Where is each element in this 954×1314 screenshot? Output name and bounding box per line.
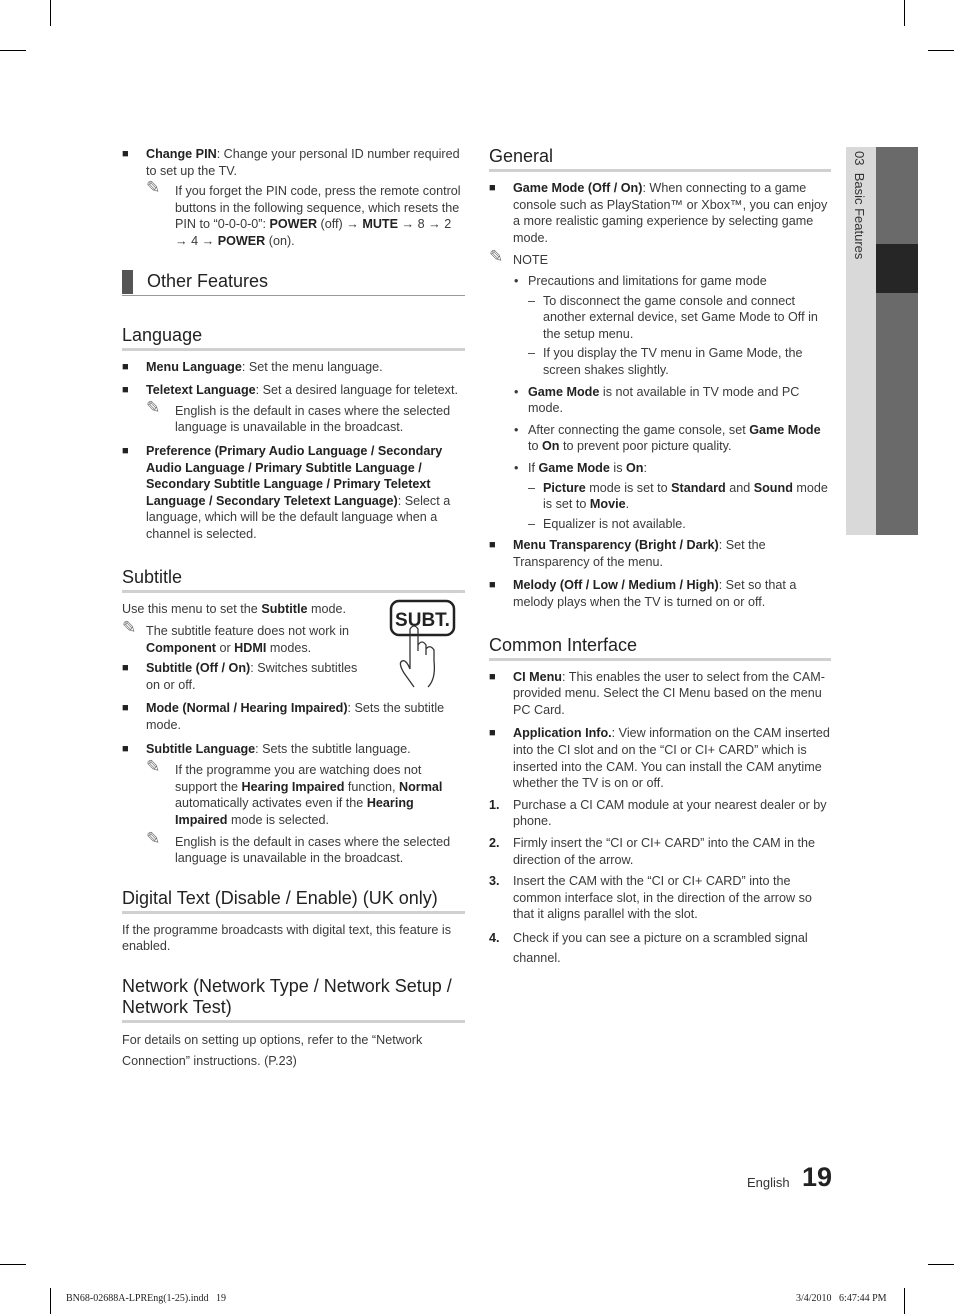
note: ✎ If the programme you are watching does not support the Hearing Impaired function, Normal automatically activates even if the Hearing Impaired mode is selected. [146, 757, 443, 828]
application-info-item: ■ Application Info.: View information on the CAM inserted into the CI slot and on the “CI or CI+ CARD” which is inserted into the CAM. You can install the CAM anytime whether the TV is on or off. [489, 726, 830, 791]
bullet-icon: ■ [122, 444, 129, 457]
left-column [122, 146, 465, 1072]
subtitle-intro: Use this menu to set the Subtitle mode. [122, 601, 347, 616]
teletext-language-item: ■ Teletext Language: Set a desired language for teletext. [122, 383, 458, 398]
subt-button-label: SUBT. [395, 609, 450, 631]
network-body: For details on setting up options, refer to the “Network Connection” instructions. (P.23) [122, 1033, 423, 1068]
ci-step: 3. Insert the CAM with the “CI or CI+ CARD” into the common interface slot, in the direction of the arrow so that it aligns parallel with the slot. [489, 874, 812, 922]
crop-mark [0, 1264, 26, 1265]
page-footer [740, 1162, 832, 1198]
bullet-icon: ■ [122, 702, 129, 715]
note-subpoint: – If you display the TV menu in Game Mode, the screen shakes slightly. [528, 346, 803, 377]
subt-remote-illustration [388, 599, 460, 689]
change-pin-item: ■ Change PIN: Change your personal ID number required to set up the TV. [122, 147, 460, 178]
subtitle-block [122, 601, 465, 694]
subtitle-language-item: ■ Subtitle Language: Sets the subtitle language. [122, 741, 411, 756]
subtitle-mode-item: ■ Mode (Normal / Hearing Impaired): Sets the subtitle mode. [122, 701, 445, 733]
slug-date: 3/4/2010 6:47:44 PM [796, 1293, 887, 1304]
chapter-number: 03 [852, 151, 867, 166]
common-interface-heading: Common Interface [489, 635, 831, 661]
dash-icon: – [528, 516, 536, 531]
note-icon: ✎ [146, 397, 161, 417]
bullet-icon: ■ [122, 662, 129, 675]
side-tab-dark [876, 147, 918, 535]
heading-bar [122, 270, 133, 294]
page-number: 19 [801, 1162, 832, 1192]
note-point: • If Game Mode is On: [514, 460, 647, 475]
note-subpoint: – To disconnect the game console and connect another external device, set Game Mode to Off in the setup menu. [528, 293, 818, 341]
bullet-icon: ■ [489, 579, 496, 592]
other-features-heading: Other Features [122, 270, 465, 296]
dash-icon: – [528, 480, 536, 495]
game-mode-notes [514, 273, 831, 532]
crop-mark [50, 1288, 51, 1314]
side-tab-label [852, 151, 867, 259]
menu-language-item: ■ Menu Language: Set the menu language. [122, 359, 383, 374]
note-point: • Precautions and limitations for game mode [514, 273, 767, 288]
bullet-icon: ■ [489, 182, 496, 194]
game-mode-item: ■ Game Mode (Off / On): When connecting to a game console such as PlayStation™ or Xbox™, you can enjoy a more realistic gaming experience by selecting game mode. [489, 181, 828, 245]
note-point: • After connecting the game console, set Game Mode to On to prevent poor picture quality. [514, 422, 821, 454]
chapter-title: Basic Features [852, 172, 867, 260]
preference-item: ■ Preference (Primary Audio Language / Secondary Audio Language / Primary Subtitle Language / Secondary Subtitle Language / Primary Teletext Language / Secondary Teletext Language): Select a language, which will be the default language when a channel is selected. [122, 443, 451, 541]
language-heading: Language [122, 325, 465, 351]
ci-step: 1. Purchase a CI CAM module at your nearest dealer or by phone. [489, 797, 827, 829]
crop-mark [50, 0, 51, 26]
note-icon: ✎ [122, 618, 137, 638]
digital-text-heading: Digital Text (Disable / Enable) (UK only) [122, 888, 465, 914]
right-column [489, 146, 831, 968]
bullet-icon: ■ [489, 539, 496, 552]
dot-icon: • [514, 384, 519, 399]
dot-icon: • [514, 422, 519, 437]
bullet-icon: ■ [122, 384, 129, 397]
side-tab-marker [876, 244, 918, 293]
note: ✎ If you forget the PIN code, press the remote control buttons in the following sequence, which resets the PIN to “0-0-0-0”: POWER (off) → MUTE → 8 → 2 → 4 → POWER (on). [146, 178, 461, 248]
bullet-icon: ■ [122, 360, 129, 373]
dash-icon: – [528, 293, 536, 308]
bullet-icon: ■ [489, 727, 496, 740]
general-heading: General [489, 146, 831, 172]
subtitle-heading: Subtitle [122, 567, 465, 593]
melody-item: ■ Melody (Off / Low / Medium / High): Set so that a melody plays when the TV is turned on or off. [489, 578, 797, 610]
dot-icon: • [514, 273, 519, 288]
dash-icon: – [528, 346, 536, 361]
remote-button-icon [388, 599, 460, 689]
note-icon: ✎ [146, 757, 161, 777]
bullet-icon: ■ [122, 742, 129, 755]
note: ✎ The subtitle feature does not work in Component or HDMI modes. [122, 618, 350, 655]
ci-step: 4. Check if you can see a picture on a scrambled signal channel. [489, 930, 808, 965]
change-pin-label: Change PIN [146, 147, 217, 161]
subtitle-onoff-item: ■ Subtitle (Off / On): Switches subtitles on or off. [122, 661, 358, 692]
crop-mark [904, 0, 905, 26]
menu-transparency-item: ■ Menu Transparency (Bright / Dark): Set the Transparency of the menu. [489, 538, 766, 569]
crop-mark [0, 50, 26, 51]
note-icon: ✎ [489, 247, 504, 267]
bullet-icon: ■ [122, 148, 129, 160]
dot-icon: • [514, 460, 519, 475]
note-icon: ✎ [146, 828, 161, 848]
ci-step: 2. Firmly insert the “CI or CI+ CARD” into the CAM in the direction of the arrow. [489, 836, 815, 867]
network-heading: Network (Network Type / Network Setup / Network Test) [122, 976, 465, 1023]
ci-menu-item: ■ CI Menu: This enables the user to select from the CAM-provided menu. Select the CI Menu based on the menu PC Card. [489, 669, 825, 717]
slug-file: BN68-02688A-LPREng(1-25).indd 19 [66, 1293, 226, 1304]
footer-language: English [747, 1175, 790, 1190]
crop-mark [904, 1288, 905, 1314]
note-subpoint: – Picture mode is set to Standard and Sound mode is set to Movie. [528, 480, 828, 512]
crop-mark [928, 50, 954, 51]
note-subpoint: – Equalizer is not available. [528, 516, 686, 531]
note-icon: ✎ [146, 178, 161, 198]
crop-mark [928, 1264, 954, 1265]
note: ✎ English is the default in cases where the selected language is unavailable in the broadcast. [146, 397, 451, 435]
digital-text-body: If the programme broadcasts with digital text, this feature is enabled. [122, 922, 451, 954]
note-point: • Game Mode is not available in TV mode and PC mode. [514, 384, 800, 416]
note-header: ✎ NOTE [489, 247, 548, 268]
bullet-icon: ■ [489, 670, 496, 683]
note: ✎ English is the default in cases where the selected language is unavailable in the broadcast. [146, 828, 451, 866]
